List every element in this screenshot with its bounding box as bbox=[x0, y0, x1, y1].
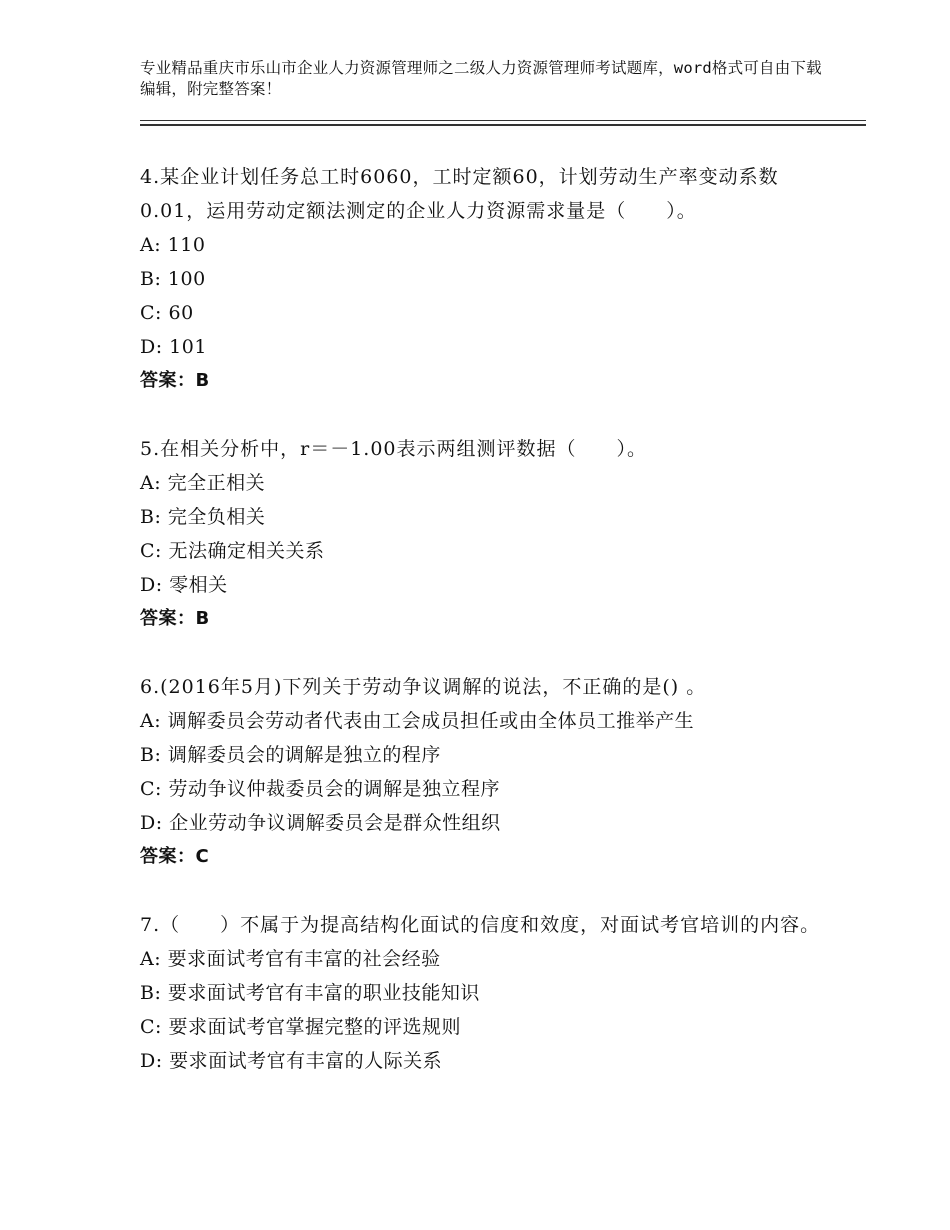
option-a: A: 要求面试考官有丰富的社会经验 bbox=[140, 948, 441, 970]
option-c: C: 60 bbox=[140, 302, 194, 324]
question-6 bbox=[140, 670, 830, 874]
option-d: D: 企业劳动争议调解委员会是群众性组织 bbox=[140, 812, 501, 834]
option-c: C: 劳动争议仲裁委员会的调解是独立程序 bbox=[140, 778, 500, 800]
option-a: A: 110 bbox=[140, 234, 206, 256]
question-4 bbox=[140, 160, 830, 398]
header-title: 专业精品重庆市乐山市企业人力资源管理师之二级人力资源管理师考试题库，word格式可自由下载编辑，附完整答案！ bbox=[140, 59, 822, 98]
answer: 答案：B bbox=[140, 608, 210, 629]
question-list bbox=[140, 160, 830, 1112]
question-text: 5.在相关分析中，r＝－1.00表示两组测评数据（ ）。 bbox=[140, 438, 648, 460]
option-c: C: 要求面试考官掌握完整的评选规则 bbox=[140, 1016, 461, 1038]
option-d: D: 要求面试考官有丰富的人际关系 bbox=[140, 1050, 443, 1072]
option-a: A: 调解委员会劳动者代表由工会成员担任或由全体员工推举产生 bbox=[140, 710, 695, 732]
option-b: B: 完全负相关 bbox=[140, 506, 266, 528]
question-text: 7.（ ）不属于为提高结构化面试的信度和效度，对面试考官培训的内容。 bbox=[140, 914, 821, 936]
option-b: B: 100 bbox=[140, 268, 206, 290]
answer: 答案：C bbox=[140, 846, 210, 867]
document-header bbox=[140, 58, 830, 100]
option-b: B: 要求面试考官有丰富的职业技能知识 bbox=[140, 982, 480, 1004]
question-5 bbox=[140, 432, 830, 636]
question-text: 4.某企业计划任务总工时6060，工时定额60，计划劳动生产率变动系数0.01，运用劳动定额法测定的企业人力资源需求量是（ ）。 bbox=[140, 166, 779, 222]
option-c: C: 无法确定相关关系 bbox=[140, 540, 325, 562]
option-d: D: 101 bbox=[140, 336, 207, 358]
option-d: D: 零相关 bbox=[140, 574, 228, 596]
question-text: 6.(2016年5月)下列关于劳动争议调解的说法，不正确的是() 。 bbox=[140, 676, 707, 698]
question-7 bbox=[140, 908, 830, 1078]
header-divider-thick bbox=[140, 124, 866, 126]
option-b: B: 调解委员会的调解是独立的程序 bbox=[140, 744, 441, 766]
header-divider-thin bbox=[140, 120, 866, 121]
option-a: A: 完全正相关 bbox=[140, 472, 266, 494]
answer: 答案：B bbox=[140, 370, 210, 391]
